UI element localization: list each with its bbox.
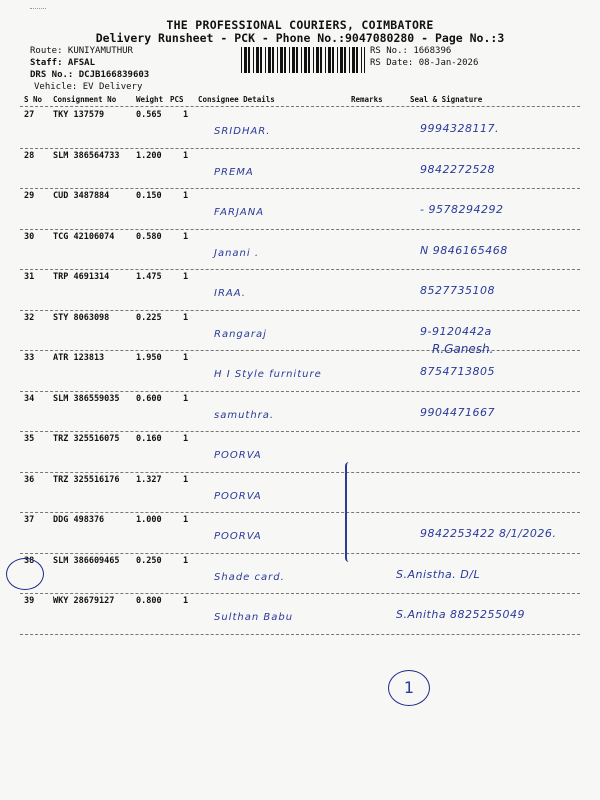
cell-sno: 36 [24, 474, 35, 485]
signature: 9904471667 [420, 405, 495, 419]
corner-mark [30, 8, 46, 11]
cell-weight: 0.250 [136, 555, 162, 566]
header-divider [20, 106, 580, 107]
signature: S.Anitha 8825255049 [396, 608, 526, 621]
rs-date: RS Date: 08-Jan-2026 [370, 58, 479, 68]
barcode-image [241, 47, 365, 73]
page-mark-circle [388, 670, 430, 706]
cell-pcs: 1 [183, 150, 189, 161]
cell-consignment: TRZ 325516075 [53, 434, 120, 444]
consignee-name: H I Style furniture [214, 369, 322, 380]
cell-pcs: 1 [183, 515, 189, 525]
cell-pcs: 1 [183, 353, 189, 363]
rs-number: RS No.: 1668396 [370, 46, 452, 56]
cell-sno: 28 [24, 150, 35, 161]
cell-weight: 0.580 [136, 231, 162, 242]
cell-pcs: 1 [183, 312, 189, 323]
cell-sno: 34 [24, 393, 35, 404]
table-row [0, 108, 600, 148]
cell-pcs: 1 [183, 596, 189, 606]
consignee-name: Sulthan Babu [214, 612, 294, 623]
cell-consignment: CUD 3487884 [53, 191, 110, 201]
cell-pcs: 1 [183, 555, 189, 566]
cell-weight: 0.565 [136, 110, 162, 120]
row38-circle-mark [6, 555, 44, 590]
signature: 9994328117. [420, 122, 499, 135]
staff-label: Staff: AFSAL [30, 58, 96, 68]
route-label: Route: KUNIYAMUTHUR [30, 46, 133, 56]
cell-sno: 39 [24, 596, 35, 606]
consignee-name: PREMA [214, 166, 254, 178]
cell-weight: 0.160 [136, 434, 162, 444]
table-row [0, 594, 600, 634]
signature: 8754713805 [420, 365, 495, 378]
cell-consignment: TRP 4691314 [53, 272, 110, 282]
cell-sno: 27 [24, 110, 35, 120]
vehicle-label: Vehicle: EV Delivery [34, 82, 143, 92]
bracket-mark [345, 462, 369, 562]
consignee-name: IRAA. [214, 288, 246, 299]
col-remarks: Remarks [351, 95, 383, 104]
table-row [0, 189, 600, 229]
consignee-name: Janani . [214, 247, 260, 259]
signature: 9842253422 8/1/2026. [420, 527, 557, 540]
table-row [0, 230, 600, 270]
cell-pcs: 1 [183, 191, 189, 201]
cell-consignment: TCG 42106074 [53, 231, 115, 242]
consignee-name: POORVA [214, 450, 262, 461]
consignee-name: Rangaraj [214, 328, 267, 340]
cell-pcs: 1 [183, 110, 189, 120]
cell-consignment: STY 8063098 [53, 312, 110, 323]
table-row [0, 311, 600, 351]
consignee-name: POORVA [214, 531, 262, 542]
cell-weight: 1.950 [136, 353, 162, 363]
cell-weight: 0.225 [136, 312, 162, 323]
table-row [0, 554, 600, 594]
table-row [0, 149, 600, 189]
drs-label: DRS No.: DCJB166839603 [30, 70, 150, 80]
runsheet-subtitle: Delivery Runsheet - PCK - Phone No.:9047080280 - Page No.:3 [95, 31, 505, 45]
table-row [0, 513, 600, 553]
cell-pcs: 1 [183, 393, 189, 404]
signature: 9842272528 [420, 162, 495, 176]
company-title: THE PROFESSIONAL COURIERS, COIMBATORE [166, 18, 434, 32]
cell-sno: 33 [24, 353, 35, 363]
col-weight: Weight [136, 95, 164, 104]
cell-sno: 38 [24, 555, 35, 566]
cell-pcs: 1 [183, 272, 189, 282]
cell-consignment: TKY 137579 [53, 110, 105, 120]
cell-sno: 31 [24, 272, 35, 282]
table-row [0, 392, 600, 432]
cell-pcs: 1 [183, 231, 189, 242]
cell-sno: 30 [24, 231, 35, 242]
cell-weight: 1.475 [136, 272, 162, 282]
col-seal: Seal & Signature [410, 95, 483, 104]
col-pcs: PCS [170, 95, 184, 104]
cell-sno: 37 [24, 515, 35, 525]
cell-consignment: ATR 123813 [53, 353, 105, 363]
cell-weight: 0.600 [136, 393, 162, 404]
cell-consignment: DDG 498376 [53, 515, 105, 525]
table-row [0, 432, 600, 472]
consignee-name: samuthra. [214, 409, 275, 421]
consignee-name: POORVA [214, 490, 262, 502]
cell-weight: 0.800 [136, 596, 162, 606]
cell-consignment: SLM 386559035 [53, 393, 120, 404]
signature: - 9578294292 [420, 203, 504, 216]
cell-weight: 1.200 [136, 150, 162, 161]
cell-consignment: SLM 386609465 [53, 555, 120, 566]
table-row [0, 351, 600, 391]
table-row [0, 270, 600, 310]
col-consignee: Consignee Details [198, 95, 275, 104]
signature: S.Anistha. D/L [396, 567, 481, 581]
cell-pcs: 1 [183, 474, 189, 485]
page-mark-number: 1 [403, 678, 415, 697]
consignee-name: FARJANA [214, 207, 265, 218]
col-consignment: Consignment No [53, 95, 117, 104]
consignee-name: SRIDHAR. [214, 126, 271, 137]
cell-consignment: TRZ 325516176 [53, 474, 120, 485]
cell-sno: 35 [24, 434, 35, 444]
cell-sno: 32 [24, 312, 35, 323]
signature: 8527735108 [420, 284, 495, 297]
cell-weight: 0.150 [136, 191, 162, 201]
cell-consignment: WKY 28679127 [53, 596, 115, 606]
cell-sno: 29 [24, 191, 35, 201]
table-row [0, 473, 600, 513]
signature: 9-9120442a [420, 324, 492, 338]
cell-pcs: 1 [183, 434, 189, 444]
signature: N 9846165468 [420, 243, 508, 257]
col-sno: S No [24, 95, 43, 104]
consignee-name: Shade card. [214, 571, 285, 583]
cell-weight: 1.000 [136, 515, 162, 525]
cell-weight: 1.327 [136, 474, 162, 485]
row32-handwritten-name: R.Ganesh. [432, 342, 494, 356]
cell-consignment: SLM 386564733 [53, 150, 120, 161]
row-divider [20, 634, 580, 635]
